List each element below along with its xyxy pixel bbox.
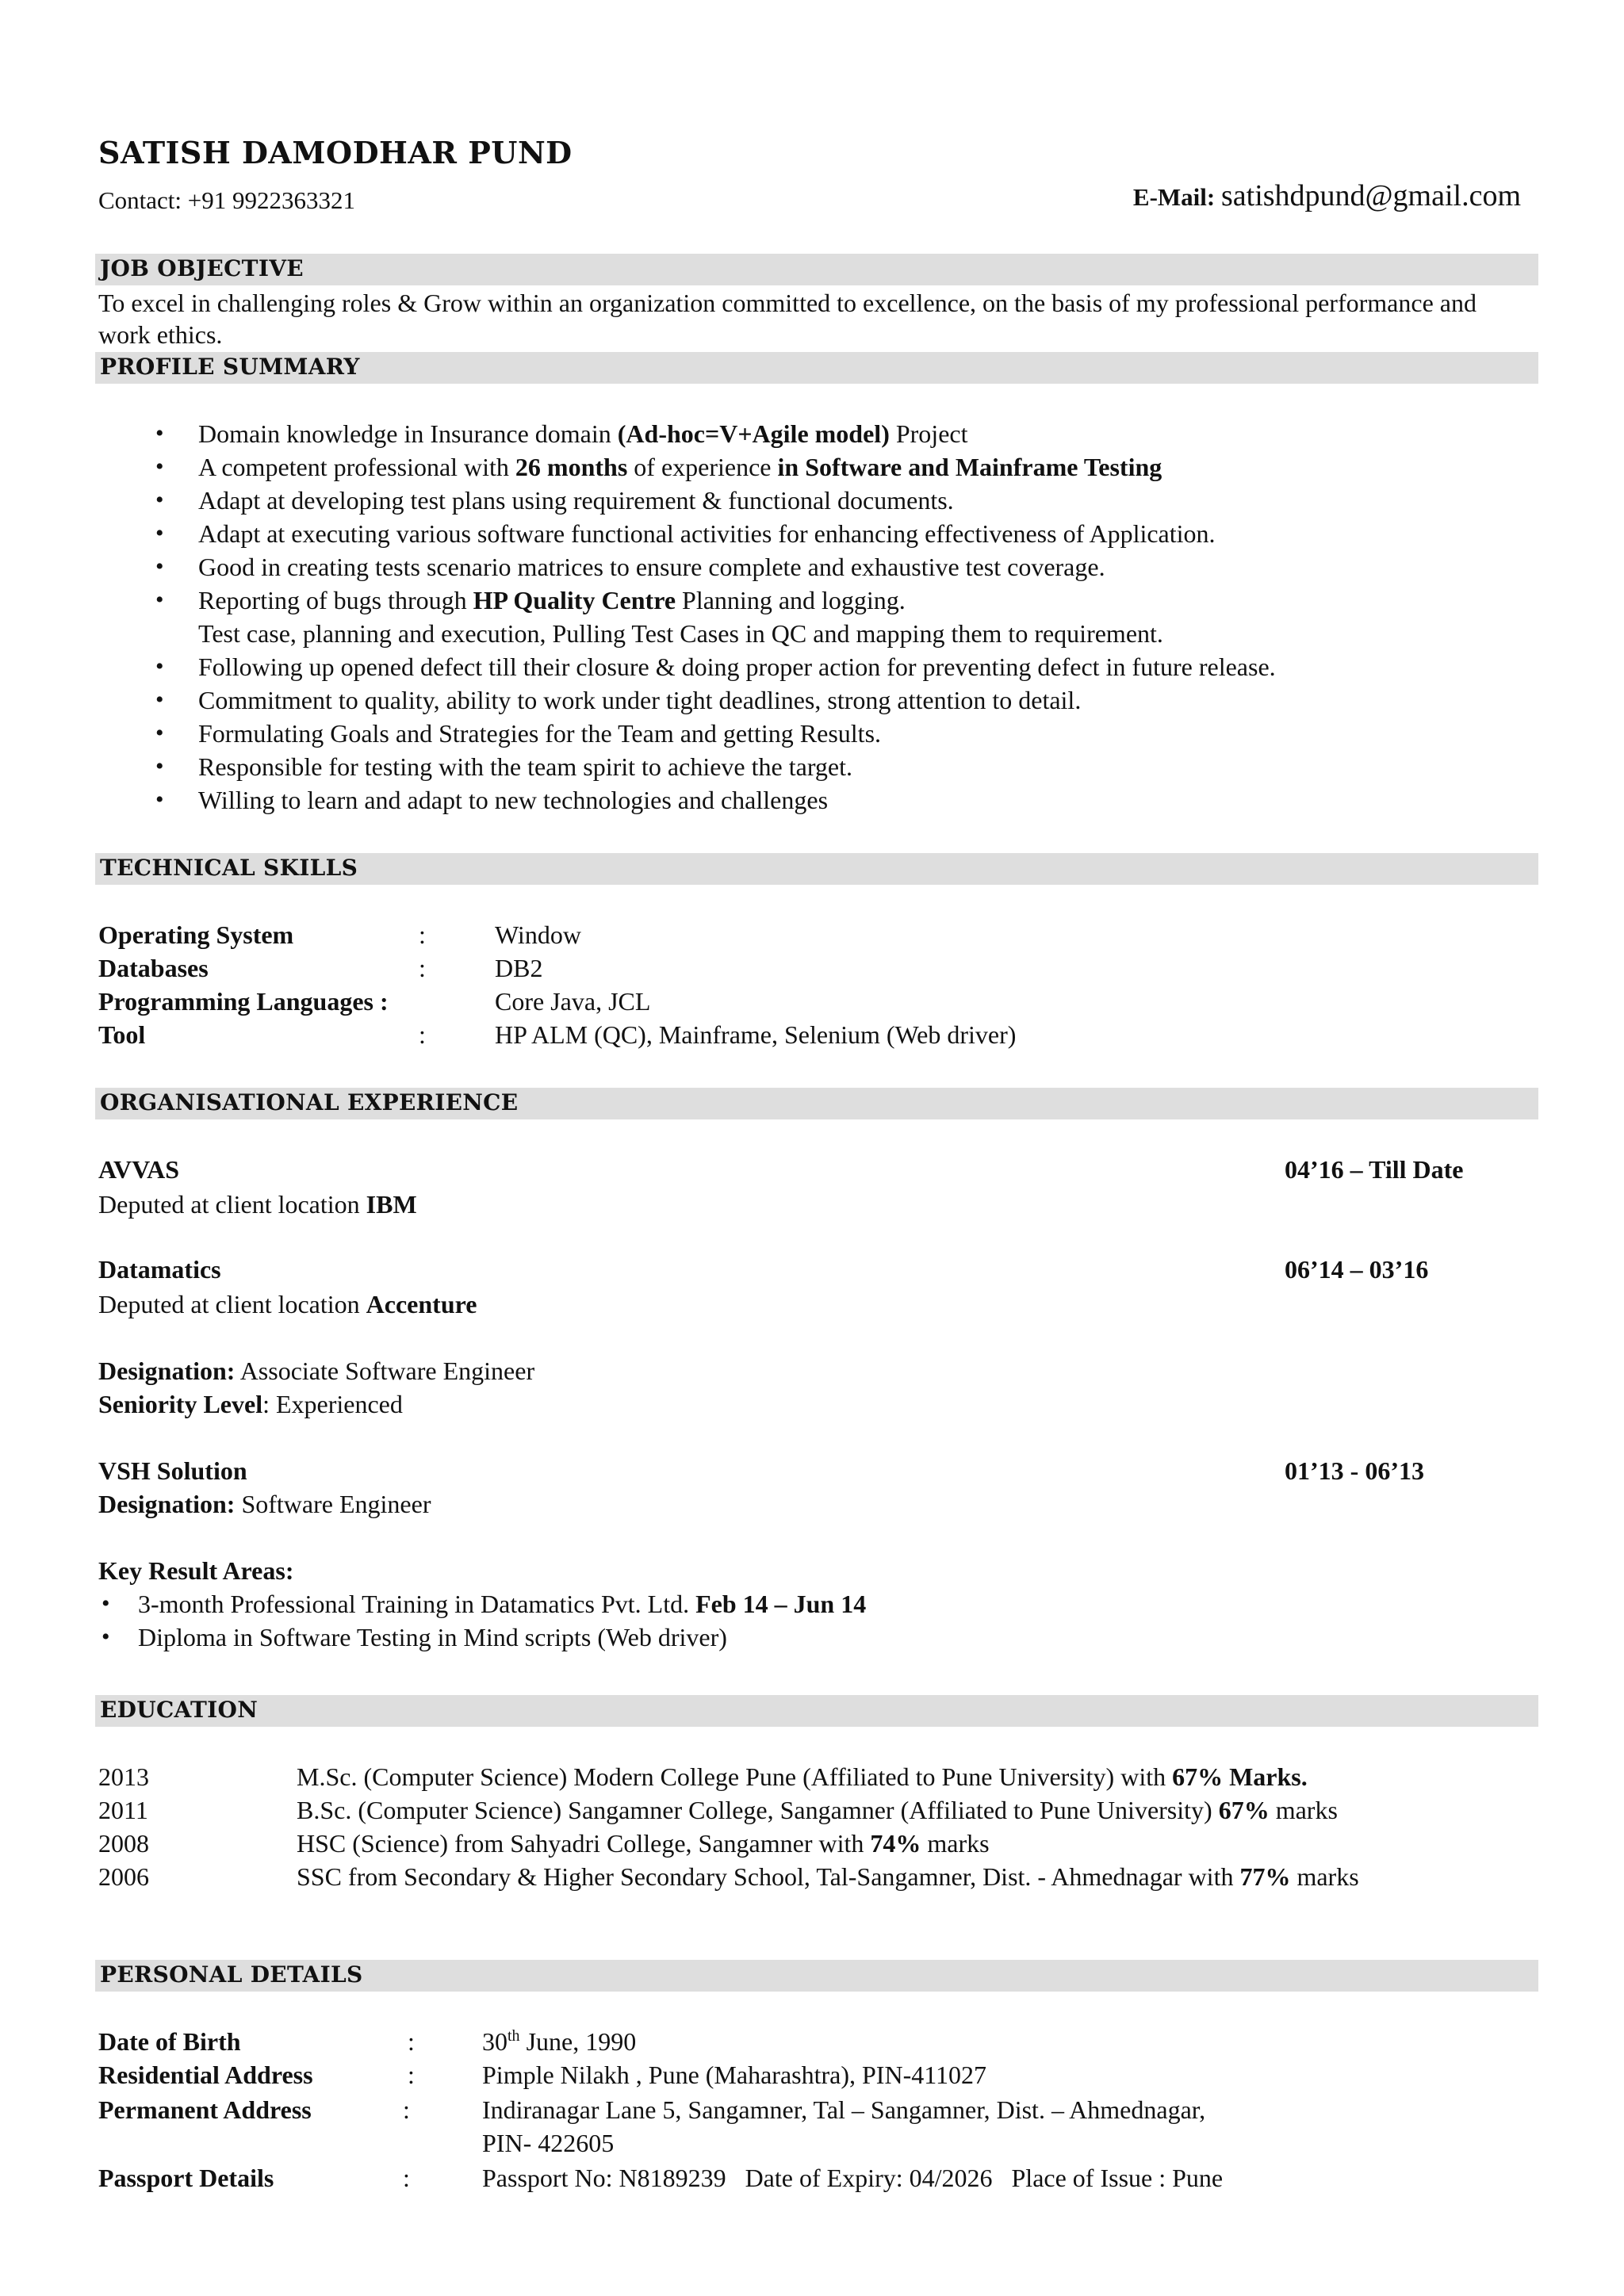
experience-entry-vsh	[98, 1454, 1542, 1487]
personal-row-permanent-pin: PIN- 422605	[482, 2129, 615, 2157]
deputed-line: Deputed at client location Accenture	[98, 1290, 477, 1318]
list-item: • Following up opened defect till their closure & doing proper action for preventing defect in future release.	[98, 650, 1526, 683]
list-item: • Good in creating tests scenario matrices to ensure complete and exhaustive test coverage.	[98, 550, 1526, 584]
email-label: E-Mail:	[1132, 183, 1216, 211]
company-name: AVVAS	[98, 1155, 179, 1184]
contact-label: Contact:	[98, 186, 182, 214]
list-item: • Willing to learn and adapt to new technologies and challenges	[98, 783, 1526, 817]
experience-entry-avvas	[98, 1153, 1542, 1186]
list-item: • Responsible for testing with the team spirit to achieve the target.	[98, 750, 1526, 783]
profile-summary-title: PROFILE SUMMARY	[100, 354, 360, 380]
company-name: VSH Solution	[98, 1456, 247, 1485]
technical-skills-title: TECHNICAL SKILLS	[100, 855, 358, 881]
skill-row: Operating System : Window	[98, 920, 581, 949]
candidate-name: SATISH DAMODHAR PUND	[98, 135, 573, 170]
list-item: • A competent professional with 26 months of experience in Software and Mainframe Testing	[98, 450, 1526, 484]
list-item: • Adapt at executing various software functional activities for enhancing effectiveness of Application.	[98, 517, 1526, 550]
personal-row-dob: Date of Birth : 30th June, 1990	[98, 2027, 637, 2056]
education-bar	[95, 1695, 1538, 1727]
bullet-icon: •	[155, 453, 164, 480]
email-value: satishdpund@gmail.com	[1220, 179, 1521, 212]
personal-row-permanent: Permanent Address : Indiranagar Lane 5, Sangamner, Tal – Sangamner, Dist. – Ahmednagar,	[98, 2095, 1206, 2124]
bullet-icon: •	[155, 420, 164, 446]
designation-line: Designation: Software Engineer	[98, 1490, 431, 1518]
skill-row: Programming Languages : Core Java, JCL	[98, 987, 651, 1016]
job-objective-bar	[95, 254, 1538, 285]
kra-list	[98, 1587, 1526, 1654]
bullet-icon: •	[102, 1590, 110, 1617]
company-name: Datamatics	[98, 1255, 221, 1284]
deputed-line: Deputed at client location IBM	[98, 1190, 417, 1219]
kra-title: Key Result Areas:	[98, 1556, 294, 1585]
list-item-continuation: Test case, planning and execution, Pulling Test Cases in QC and mapping them to requirement.	[198, 619, 1163, 648]
list-item: • Commitment to quality, ability to work under tight deadlines, strong attention to detail.	[98, 683, 1526, 717]
bullet-icon: •	[155, 587, 164, 613]
education-year: 2011	[98, 1796, 148, 1824]
list-item: • Reporting of bugs through HP Quality Centre Planning and logging.	[98, 584, 1526, 617]
bullet-icon: •	[155, 487, 164, 513]
resume-page: SATISH DAMODHAR PUND Contact: +91 9922363321 E-Mail: satishdpund@gmail.com JOB OBJECTIVE To excel in challenging roles & Grow within an organization committed to excellence, on the basis of my professional performance and work ethics. PROFILE SUMMARY • Domain knowledge in Insurance domain (Ad-hoc=V+Agile model) Project • A competent professional with 26 months of experience in Software and Mainframe Testing • Adapt at developing test plans using requirement & functional documents. • Adapt at executing various software functional activities for enhancing effectiveness of Application. • Good in creating tests scenario matrices to ensure complete and exhaustive test coverage. • Reporting of bugs through HP Quality Centre Planning and logging. Test case, planning and execution, Pulling Test Cases in QC and mapping them to requirement. • Following up opened defect till their closure & doing proper action for preventing defect in future release. • Commitment to quality, ability to work under tight deadlines, strong attention to detail. • Formulating Goals and Strategies for the Team and getting Results. • Responsible for testing with the team spirit to achieve the target. • Willing to learn and adapt to new technologies and challenges TECHNICAL SKILLS Operating System : Window Databases : DB2 Programming Languages : Core Java, JCL Tool : HP ALM (QC), Mainframe, Selenium (Web driver) ORGANISATIONAL EXPERIENCE AVVAS 04’16 – Till Date Deputed at client location IBM Datamatics 06’14 – 03’16 Deputed at client location Accenture Designation: Associate Software Engineer Seniority Level: Experienced VSH Solution 01’13 - 06’13 Designation: Software Engineer Key Result Areas: • 3-month Professional Training in Datamatics Pvt. Ltd. Feb 14 – Jun 14 • Diploma in Software Testing in Mind scripts (Web driver) EDUCATION 2013 M.Sc. (Computer Science) Modern College Pune (Affiliated to Pune University) with 67% Marks. 2011 B.Sc. (Computer Science) Sangamner College, Sangamner (Affiliated to Pune University) 67% marks 2008 HSC (Science) from Sahyadri College, Sangamner with 74% marks 2006 SSC from Secondary & Higher Secondary School, Tal-Sangamner, Dist. - Ahmednagar with 77% marks PERSONAL DETAILS Date of Birth : 30th June, 1990 Residential Address : Pimple Nilakh , Pune (Maharashtra), PIN-411027 Permanent Address : Indiranagar Lane 5, Sangamner, Tal – Sangamner, Dist. – Ahmednagar, PIN- 422605 Passport Details : Passport No: N8189239 Date of Expiry: 04/2026 Place of Issue : Pune	[0, 0, 1624, 2296]
bullet-icon: •	[155, 753, 164, 779]
skill-row: Databases : DB2	[98, 954, 543, 982]
personal-row-residential: Residential Address : Pimple Nilakh , Pune (Maharashtra), PIN-411027	[98, 2061, 987, 2089]
job-objective-title: JOB OBJECTIVE	[100, 255, 304, 281]
personal-row-passport: Passport Details : Passport No: N8189239 Date of Expiry: 04/2026 Place of Issue : Pune	[98, 2164, 1224, 2192]
bullet-icon: •	[155, 553, 164, 580]
bullet-icon: •	[155, 720, 164, 746]
education-year: 2006	[98, 1862, 149, 1891]
skill-row: Tool : HP ALM (QC), Mainframe, Selenium (Web driver)	[98, 1020, 1017, 1049]
education-title: EDUCATION	[100, 1697, 259, 1723]
bullet-icon: •	[155, 653, 164, 679]
email-block	[1133, 179, 1521, 214]
date-range: 01’13 - 06’13	[1285, 1456, 1424, 1485]
education-year: 2008	[98, 1829, 149, 1858]
experience-entry-datamatics	[98, 1253, 1542, 1286]
list-item: • Adapt at developing test plans using requirement & functional documents.	[98, 484, 1526, 517]
bullet-icon: •	[102, 1624, 110, 1650]
seniority-line: Seniority Level: Experienced	[98, 1390, 403, 1418]
contact-phone: +91 9922363321	[187, 186, 356, 214]
list-item: • Formulating Goals and Strategies for the Team and getting Results.	[98, 717, 1526, 750]
education-year: 2013	[98, 1762, 149, 1791]
experience-title: ORGANISATIONAL EXPERIENCE	[100, 1089, 519, 1115]
list-item: • 3-month Professional Training in Datamatics Pvt. Ltd. Feb 14 – Jun 14	[98, 1587, 1526, 1621]
bullet-icon: •	[155, 786, 164, 813]
personal-details-title: PERSONAL DETAILS	[100, 1961, 363, 1988]
bullet-icon: •	[155, 520, 164, 546]
list-item: • Domain knowledge in Insurance domain (Ad-hoc=V+Agile model) Project	[98, 417, 1526, 450]
list-item: • Diploma in Software Testing in Mind scripts (Web driver)	[98, 1621, 1526, 1654]
date-range: 04’16 – Till Date	[1285, 1155, 1464, 1184]
designation-line: Designation: Associate Software Engineer	[98, 1357, 535, 1385]
profile-summary-list	[98, 417, 1526, 817]
job-objective-text: To excel in challenging roles & Grow within an organization committed to excellence, on the basis of my professional performance and work ethics.	[98, 289, 1477, 349]
bullet-icon: •	[155, 687, 164, 713]
date-range: 06’14 – 03’16	[1285, 1255, 1429, 1284]
